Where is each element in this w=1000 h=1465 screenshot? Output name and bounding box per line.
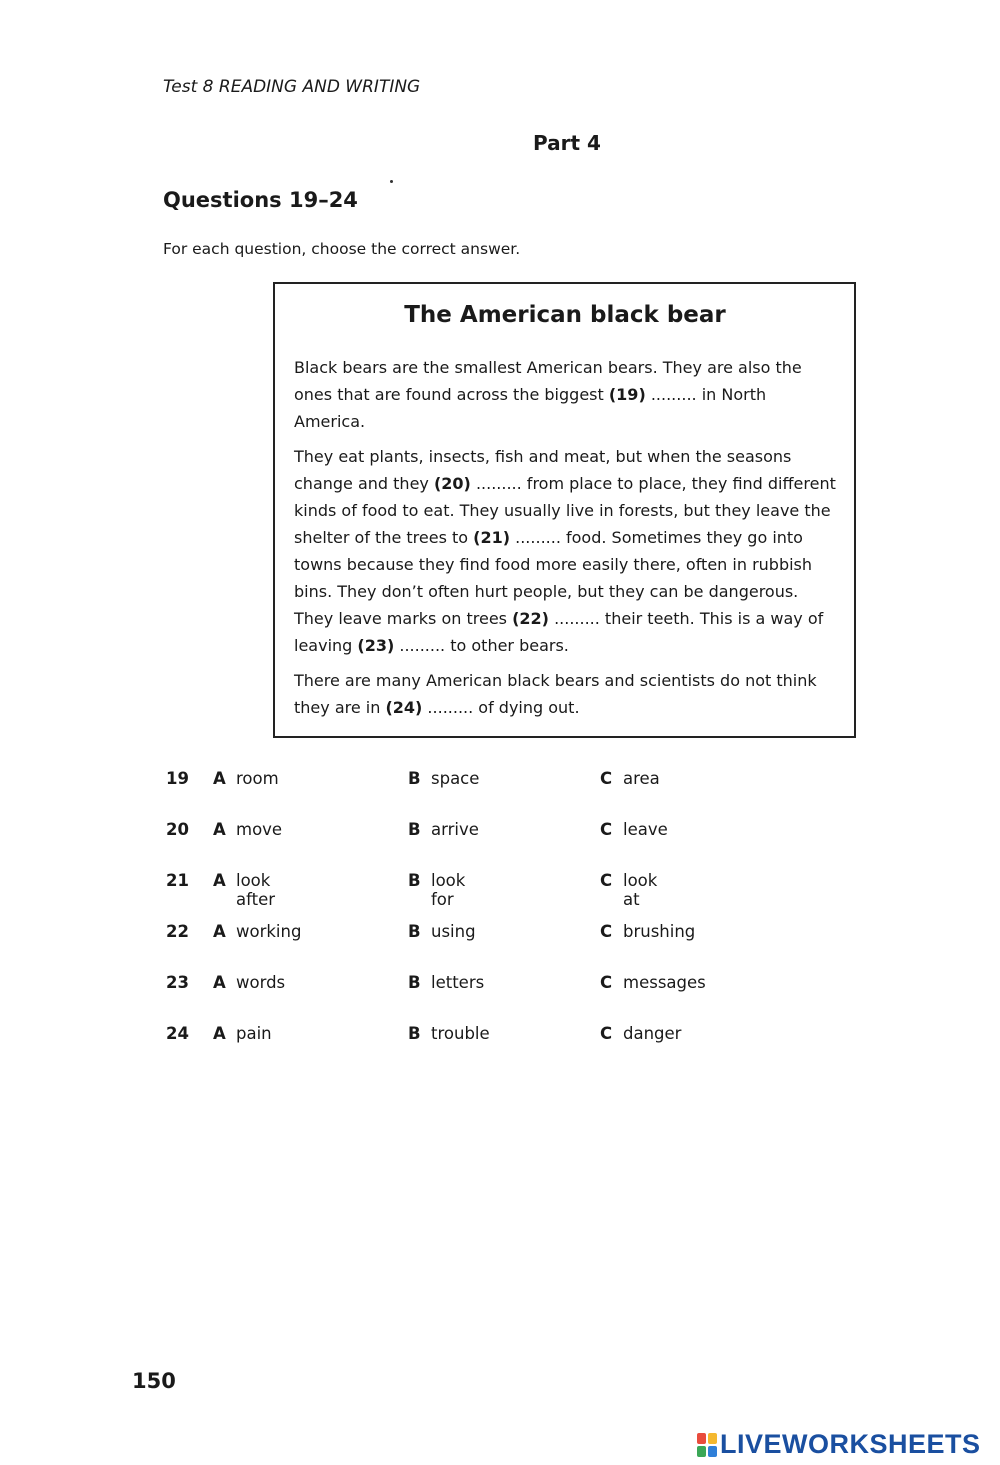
part-title: Part 4 (533, 131, 601, 155)
gap-23-marker: (23) (357, 636, 395, 655)
paragraph-text: ......... their teeth. This is a way of leaving (294, 609, 824, 655)
option-a-text[interactable]: room (236, 769, 279, 788)
gap-22-marker: (22) (512, 609, 549, 628)
stray-mark (390, 180, 393, 183)
option-c-letter[interactable]: C (600, 871, 613, 890)
option-c-text[interactable]: danger (623, 1024, 682, 1043)
option-b-text[interactable]: arrive (431, 820, 479, 839)
gap-21-marker: (21) (473, 528, 511, 547)
gap-20-marker: (20) (433, 474, 471, 493)
logo-cell (708, 1446, 717, 1457)
option-b-letter[interactable]: B (408, 973, 421, 992)
paragraph-text: Black bears are the smallest American bears. They are also the ones that are found across the biggest (294, 358, 802, 404)
logo-cell (697, 1433, 706, 1444)
question-number: 19 (166, 769, 189, 788)
question-number: 23 (166, 973, 189, 992)
liveworksheets-logo-icon (697, 1433, 717, 1457)
paragraph-text: ......... in North America. (294, 385, 767, 431)
paragraph-text: ......... of dying out. (422, 698, 580, 717)
option-a-letter[interactable]: A (213, 871, 226, 890)
paragraph-text: There are many American black bears and scientists do not think they are in (294, 671, 817, 717)
option-c-text[interactable]: messages (623, 973, 706, 992)
logo-cell (697, 1446, 706, 1457)
option-a-letter[interactable]: A (213, 1024, 226, 1043)
question-number: 21 (166, 871, 189, 890)
question-number: 24 (166, 1024, 189, 1043)
gap-24-marker: (24) (385, 698, 423, 717)
option-a-letter[interactable]: A (213, 820, 226, 839)
option-b-text[interactable]: space (431, 769, 480, 788)
article-title: The American black bear (404, 302, 726, 328)
paragraph-text: ......... food. Sometimes they go into towns because they find food more easily there, often in rubbish bins. They don’t often hurt people, but they can be dangerous. They leave marks on trees (294, 528, 813, 628)
paragraph-text: They eat plants, insects, fish and meat, but when the seasons change and they (294, 447, 792, 493)
option-b-text[interactable]: trouble (431, 1024, 490, 1043)
option-c-text[interactable]: area (623, 769, 660, 788)
article-box (273, 282, 856, 738)
option-c-text[interactable]: brushing (623, 922, 696, 941)
option-a-letter[interactable]: A (213, 769, 226, 788)
gap-19-marker: (19) (608, 385, 646, 404)
option-a-letter[interactable]: A (213, 973, 226, 992)
running-head: Test 8 READING AND WRITING (163, 77, 421, 97)
question-number: 20 (166, 820, 189, 839)
option-a-text[interactable]: pain (236, 1024, 272, 1043)
option-b-letter[interactable]: B (408, 922, 421, 941)
option-b-text[interactable]: using (431, 922, 476, 941)
questions-title: Questions 19–24 (163, 188, 358, 212)
question-number: 22 (166, 922, 189, 941)
option-b-text[interactable]: letters (431, 973, 485, 992)
option-b-letter[interactable]: B (408, 769, 421, 788)
option-a-text[interactable]: working (236, 922, 302, 941)
option-c-letter[interactable]: C (600, 820, 613, 839)
option-c-letter[interactable]: C (600, 1024, 613, 1043)
article-paragraph-2 (294, 443, 836, 659)
paragraph-text: ......... to other bears. (394, 636, 569, 655)
paragraph-text: ......... from place to place, they find different kinds of food to eat. They usually live in forests, but they leave the shelter of the trees to (294, 474, 836, 547)
article-paragraph-3 (294, 667, 836, 721)
page-number: 150 (132, 1369, 176, 1393)
option-c-text[interactable]: look at (623, 871, 658, 909)
logo-cell (708, 1433, 717, 1444)
liveworksheets-watermark (697, 1429, 981, 1460)
option-c-letter[interactable]: C (600, 922, 613, 941)
option-b-letter[interactable]: B (408, 1024, 421, 1043)
option-c-letter[interactable]: C (600, 973, 613, 992)
option-a-text[interactable]: move (236, 820, 283, 839)
article-paragraph-1 (294, 354, 836, 435)
option-c-letter[interactable]: C (600, 769, 613, 788)
option-b-letter[interactable]: B (408, 871, 421, 890)
option-c-text[interactable]: leave (623, 820, 668, 839)
watermark-text: LIVEWORKSHEETS (720, 1429, 981, 1459)
option-b-letter[interactable]: B (408, 820, 421, 839)
option-a-text[interactable]: words (236, 973, 286, 992)
option-a-letter[interactable]: A (213, 922, 226, 941)
option-a-text[interactable]: look after (236, 871, 276, 909)
instruction-text: For each question, choose the correct answer. (163, 240, 521, 258)
option-b-text[interactable]: look for (431, 871, 466, 909)
